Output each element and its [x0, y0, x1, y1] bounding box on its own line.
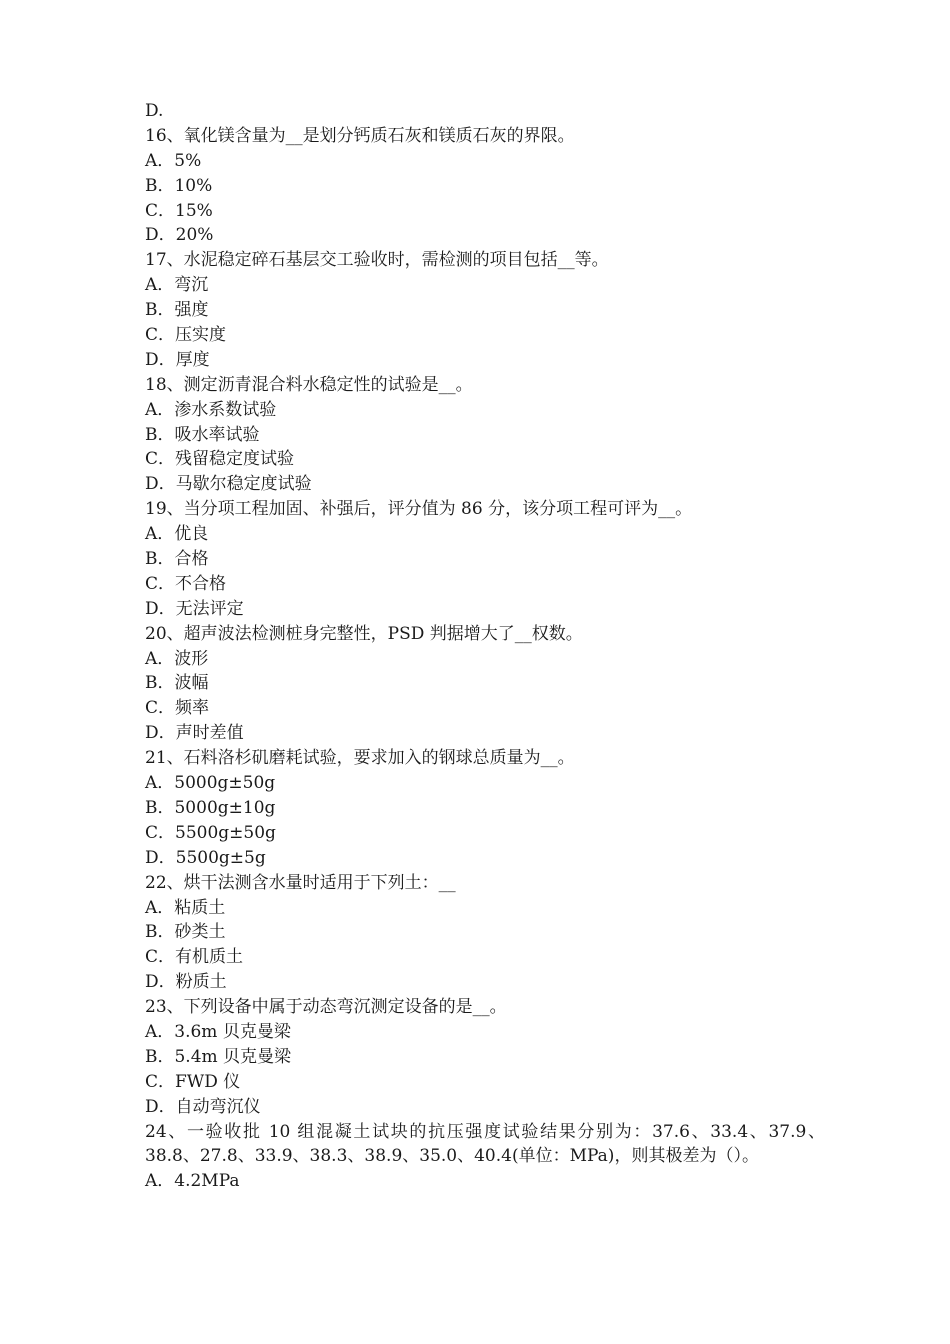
option-d-q18: D．马歇尔稳定度试验: [145, 474, 312, 495]
option-b-q20: B．波幅: [145, 673, 209, 694]
option-b-q23: B．5.4m 贝克曼梁: [145, 1046, 292, 1067]
option-a-q20: A．波形: [145, 648, 209, 669]
option-b-q22: B．砂类土: [145, 922, 226, 943]
option-b-q18: B．吸水率试验: [145, 424, 260, 445]
option-c-q17: C．压实度: [145, 325, 227, 346]
option-d-q16: D．20%: [145, 225, 214, 246]
document-body: [145, 99, 825, 1194]
option-d-q20: D．声时差值: [145, 723, 244, 744]
option-a-q17: A．弯沉: [145, 275, 209, 296]
option-d-q17: D．厚度: [145, 349, 210, 370]
option-a-q21: A．5000g±50g: [145, 773, 276, 794]
option-d-q21: D．5500g±5g: [145, 847, 266, 868]
option-c-q18: C．残留稳定度试验: [145, 449, 295, 470]
option-c-q22: C．有机质土: [145, 947, 244, 968]
option-a-q19: A．优良: [145, 524, 209, 545]
option-a-q24: A．4.2MPa: [145, 1171, 240, 1192]
question-24: 24、一验收批 10 组混凝土试块的抗压强度试验结果分别为：37.6、33.4、37.9、38.8、27.8、33.9、38.3、38.9、35.0、40.4(单位：MPa)，则其极差为（）。: [145, 1121, 825, 1167]
option-b-q17: B．强度: [145, 300, 209, 321]
question-18: 18、测定沥青混合料水稳定性的试验是__。: [145, 374, 473, 395]
option-c-q20: C．频率: [145, 698, 210, 719]
question-16: 16、氧化镁含量为__是划分钙质石灰和镁质石灰的界限。: [145, 125, 575, 146]
question-22: 22、烘干法测含水量时适用于下列土：__: [145, 872, 456, 893]
option-c-q23: C．FWD 仪: [145, 1071, 241, 1092]
option-a-q16: A．5%: [145, 150, 202, 171]
question-17: 17、水泥稳定碎石基层交工验收时，需检测的项目包括__等。: [145, 250, 609, 271]
option-b-q16: B．10%: [145, 175, 213, 196]
question-19: 19、当分项工程加固、补强后，评分值为 86 分，该分项工程可评为__。: [145, 499, 693, 520]
option-a-q22: A．粘质土: [145, 897, 226, 918]
option-a-q18: A．渗水系数试验: [145, 399, 277, 420]
question-23: 23、下列设备中属于动态弯沉测定设备的是__。: [145, 997, 507, 1018]
option-d-q22: D．粉质土: [145, 972, 227, 993]
option-b-q19: B．合格: [145, 549, 209, 570]
option-d-q19: D．无法评定: [145, 598, 244, 619]
option-d-q23: D．自动弯沉仪: [145, 1096, 261, 1117]
option-c-q21: C．5500g±50g: [145, 822, 276, 843]
question-20: 20、超声波法检测桩身完整性，PSD 判据增大了__权数。: [145, 623, 583, 644]
option-c-q16: C．15%: [145, 200, 213, 221]
option-b-q21: B．5000g±10g: [145, 797, 276, 818]
option-a-q23: A．3.6m 贝克曼梁: [145, 1021, 291, 1042]
option-c-q19: C．不合格: [145, 573, 227, 594]
option-d-q15: D.: [145, 101, 164, 121]
question-21: 21、石料洛杉矶磨耗试验，要求加入的钢球总质量为__。: [145, 748, 575, 769]
